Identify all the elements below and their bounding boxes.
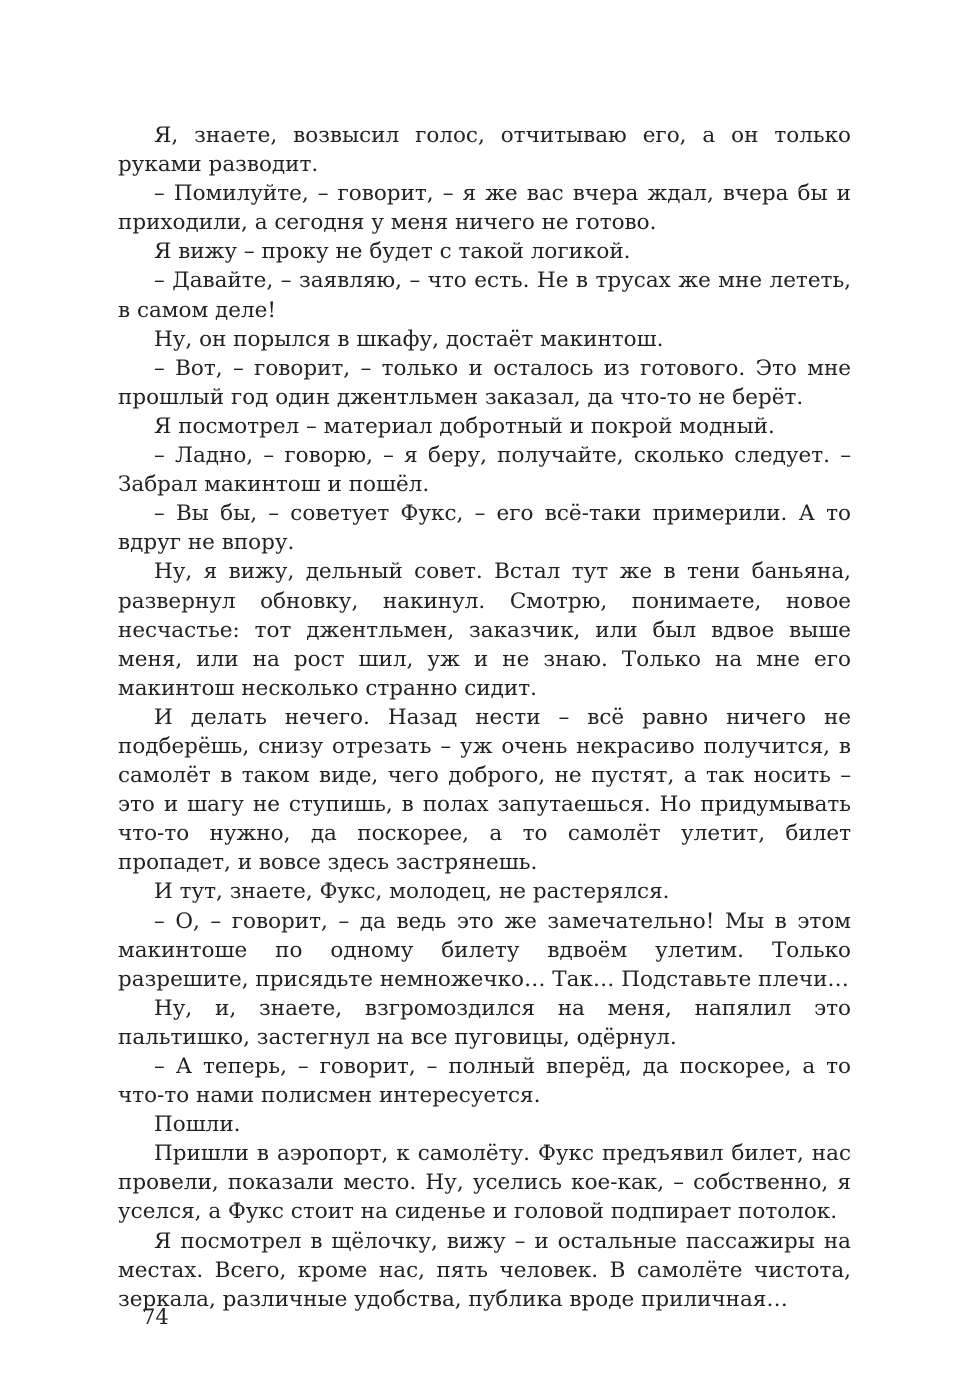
paragraph: Я посмотрел в щёлочку, вижу – и остальные пассажиры на местах. Всего, кроме нас, пять человек. В самолёте чистота, зеркала, различные удобства, публика вроде приличная… <box>118 1228 851 1312</box>
paragraph: И делать нечего. Назад нести – всё равно ничего не подберёшь, снизу отрезать – уж очень некрасиво получится, в самолёт в таком виде, чего доброго, не пустят, а так носить – это и шагу не ступишь, в полах запутаешься. Но придумывать что-то нужно, да поскорее, а то самолёт улетит, билет пропадет, и вовсе здесь застрянешь. <box>118 704 851 876</box>
paragraph: – Вот, – говорит, – только и осталось из готового. Это мне прошлый год один джентльмен заказал, да что-то не берёт. <box>118 355 851 410</box>
paragraph: И тут, знаете, Фукс, молодец, не растерялся. <box>154 879 670 905</box>
paragraph: Ну, я вижу, дельный совет. Встал тут же в тени баньяна, развернул обновку, накинул. Смотрю, понимаете, новое несчастье: тот джентльмен, заказчик, или был вдвое выше меня, или на рост шил, уж и не знаю. Только на мне его макинтош несколько странно сидит. <box>118 559 851 701</box>
paragraph: – О, – говорит, – да ведь это же замечательно! Мы в этом макинтоше по одному билету вдвоём улетим. Только разрешите, присядьте немножечко… Так… Подставьте плечи… <box>118 908 851 992</box>
paragraph: – Давайте, – заявляю, – что есть. Не в трусах же мне лететь, в самом деле! <box>118 268 851 323</box>
paragraph: – А теперь, – говорит, – полный вперёд, да поскорее, а то что-то нами полисмен интересуется. <box>118 1054 851 1109</box>
paragraph: – Ладно, – говорю, – я беру, получайте, сколько следует. – Забрал макинтош и пошёл. <box>118 443 851 498</box>
paragraph: Ну, и, знаете, взгромоздился на меня, напялил это пальтишко, застегнул на все пуговицы, одёрнул. <box>118 995 851 1050</box>
paragraph: Ну, он порылся в шкафу, достаёт макинтош. <box>154 326 664 352</box>
page-number: 74 <box>142 1305 169 1329</box>
paragraph: Пошли. <box>154 1112 241 1138</box>
page-body <box>118 121 851 1314</box>
paragraph: Я посмотрел – материал добротный и покрой модный. <box>154 413 775 439</box>
paragraph: Пришли в аэропорт, к самолёту. Фукс предъявил билет, нас провели, показали место. Ну, уселись кое-как, – собственно, я уселся, а Фукс стоит на сиденье и головой подпирает потолок. <box>118 1141 851 1225</box>
paragraph: Я, знаете, возвысил голос, отчитываю его, а он только руками разводит. <box>118 123 851 178</box>
paragraph: Я вижу – проку не будет с такой логикой. <box>154 239 631 265</box>
paragraph: – Помилуйте, – говорит, – я же вас вчера ждал, вчера бы и приходили, а сегодня у меня ничего не готово. <box>118 181 851 236</box>
paragraph: – Вы бы, – советует Фукс, – его всё-таки примерили. А то вдруг не впору. <box>118 501 851 556</box>
